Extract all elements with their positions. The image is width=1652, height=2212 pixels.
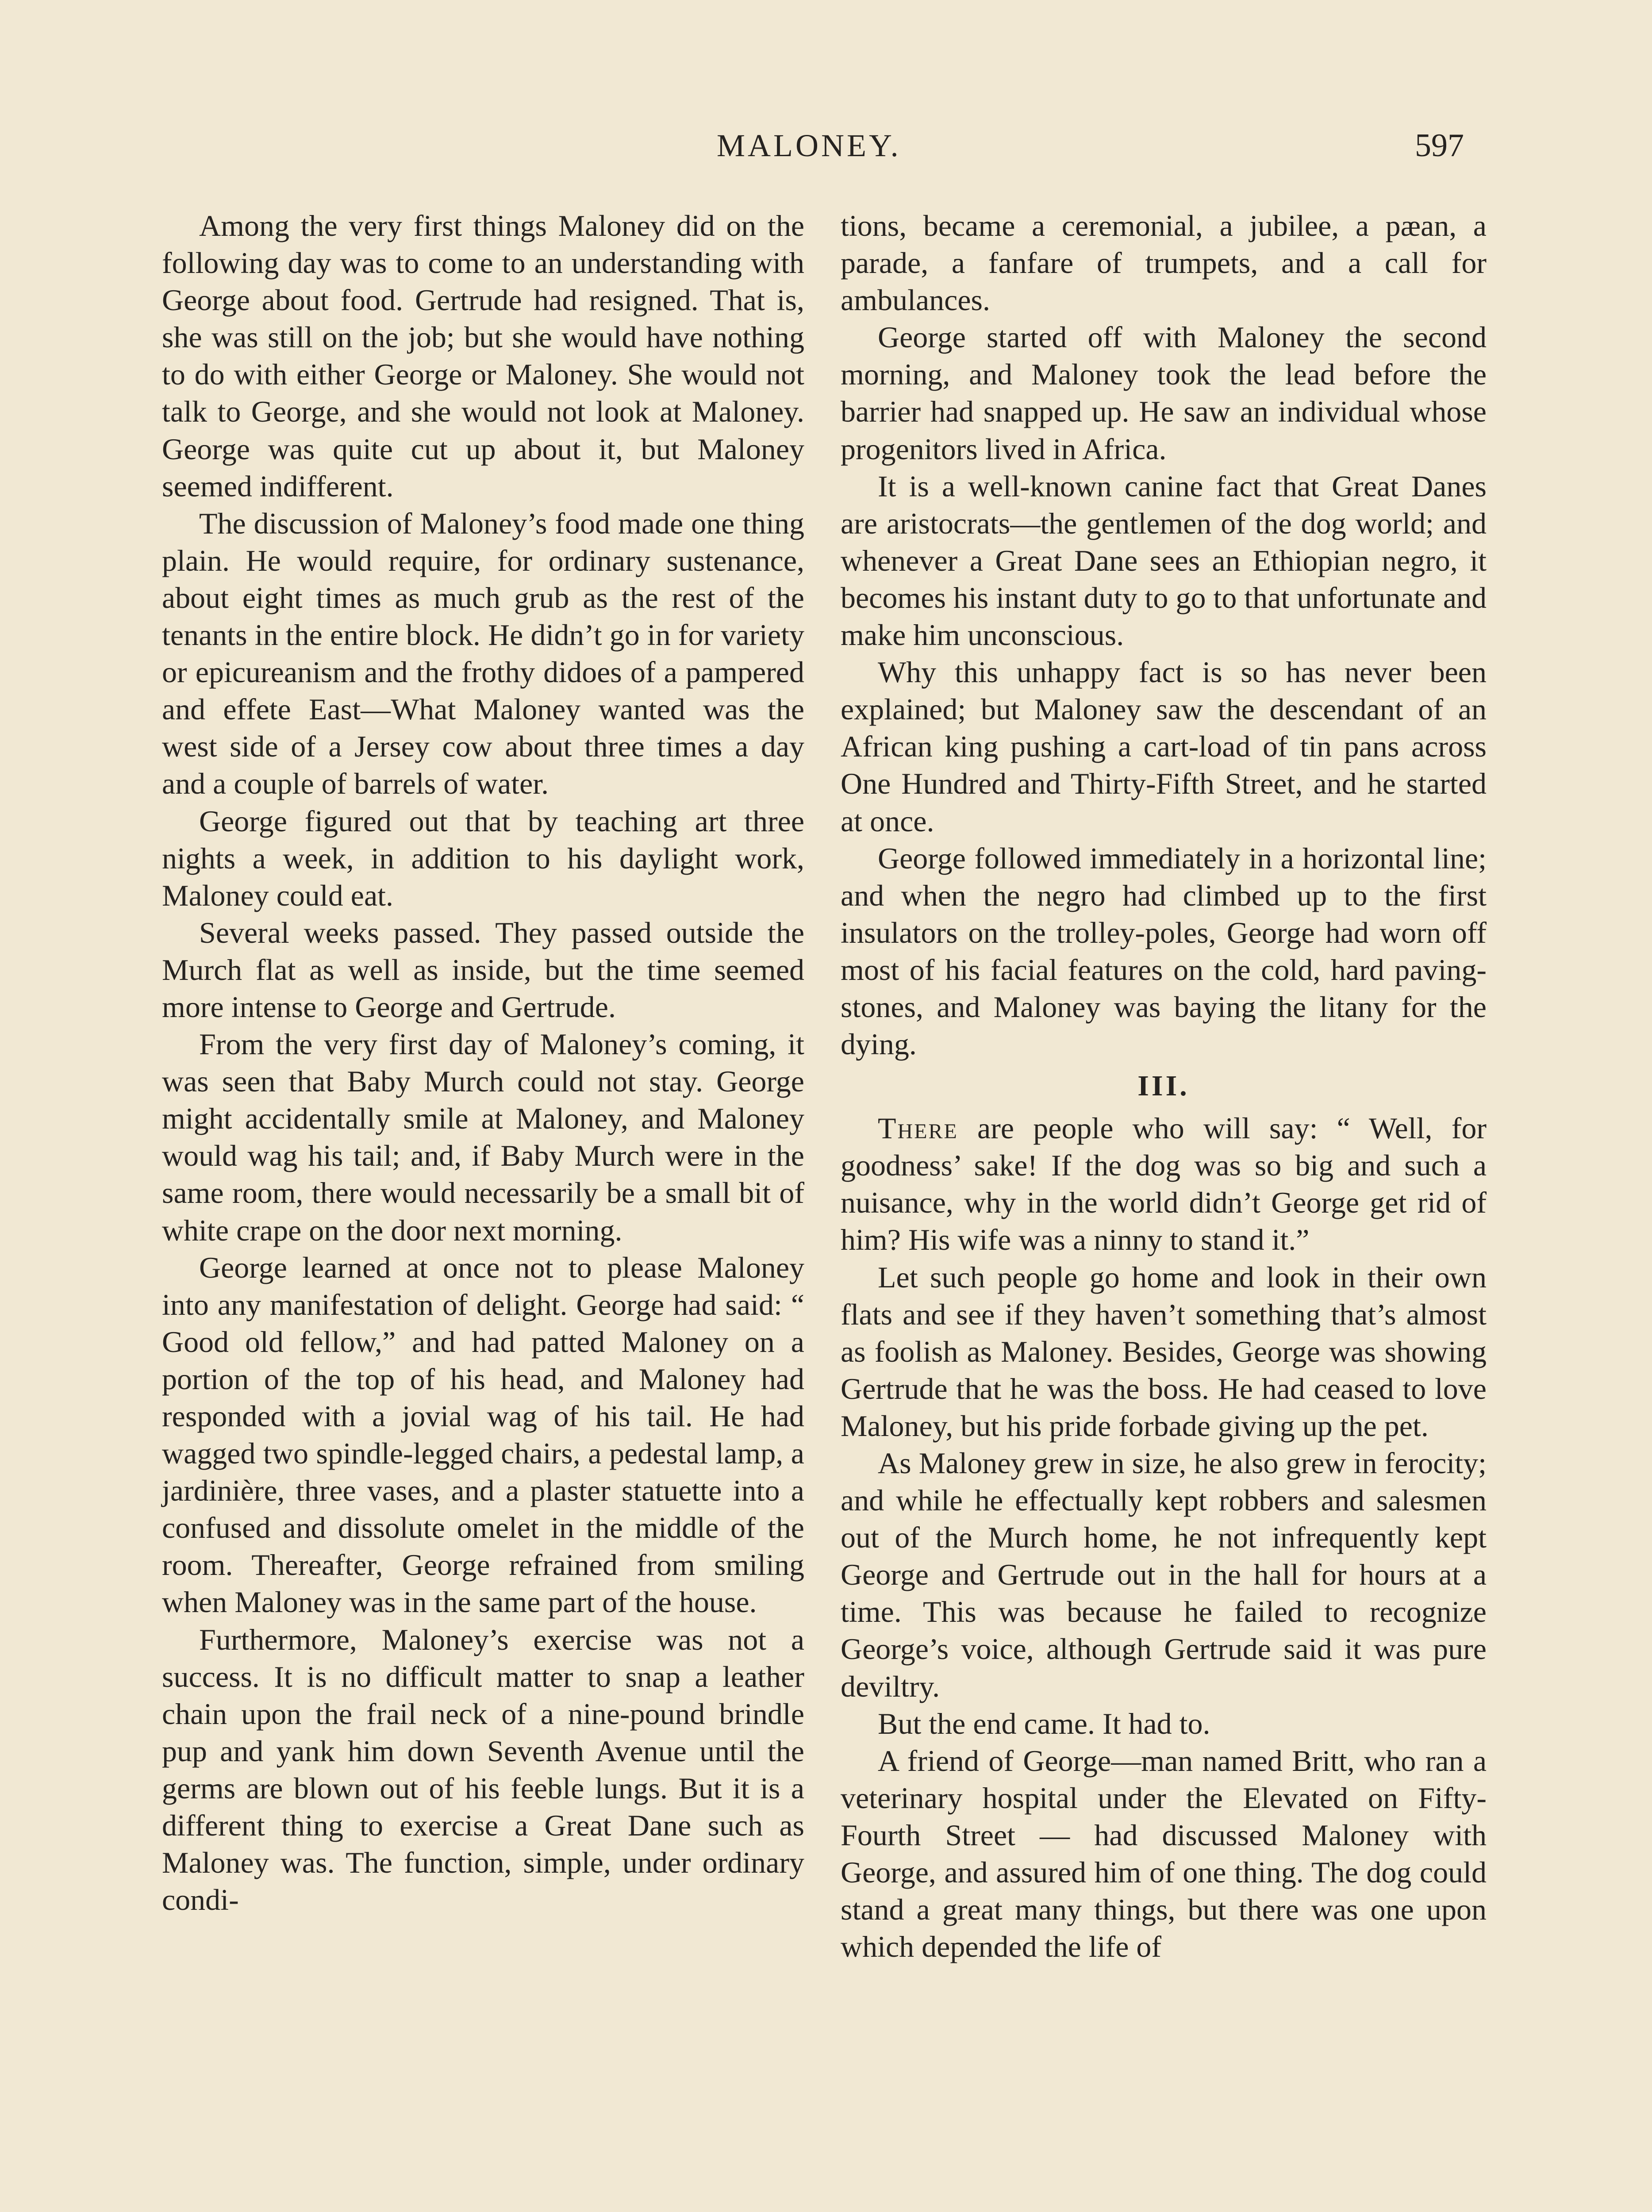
- paragraph: Why this unhappy fact is so has never been explained; but Maloney saw the descendant of an African king pushing a cart-load of tin pans across One Hundred and Thirty-Fifth Street, and he started at once.: [841, 655, 1487, 838]
- paragraph: Let such people go home and look in their own flats and see if they haven’t something that’s almost as foolish as Maloney. Besides, George was showing Gertrude that he was the boss. He had ceased to love Maloney, but his pride forbade giving up the pet.: [841, 1260, 1487, 1443]
- page-number: 597: [1415, 127, 1464, 164]
- paragraph: It is a well-known canine fact that Great Danes are aristocrats—the gentlemen of the dog world; and whenever a Great Dane sees an Ethiopian negro, it becomes his instant duty to go to that unfortunate and make him unconscious.: [841, 469, 1487, 652]
- paragraph: George started off with Maloney the second morning, and Maloney took the lead before the barrier had snapped up. He saw an individual whose progenitors lived in Africa.: [841, 320, 1487, 466]
- paragraph: Several weeks passed. They passed outside the Murch flat as well as inside, but the time seemed more intense to George and Gertrude.: [162, 915, 804, 1024]
- left-column: [162, 207, 804, 1918]
- paragraph: George learned at once not to please Maloney into any manifestation of delight. George had said: “ Good old fellow,” and had patted Maloney on a portion of the top of his head, and Maloney had responded with a jovial wag of his tail. He had wagged two spindle-legged chairs, a pedestal lamp, a jardinière, three vases, and a plaster statuette into a confused and dissolute omelet in the middle of the room. Thereafter, George refrained from smiling when Maloney was in the same part of the house.: [162, 1250, 804, 1619]
- section-heading: III.: [1137, 1070, 1190, 1102]
- section-first-paragraph-text: are people who will say: “ Well, for goodness’ sake! If the dog was so big and such a nuisance, why in the world didn’t George get rid of him? His wife was a ninny to stand it.”: [841, 1111, 1487, 1257]
- paragraph: George figured out that by teaching art three nights a week, in addition to his daylight work, Maloney could eat.: [162, 804, 804, 912]
- paragraph: Among the very first things Maloney did on the following day was to come to an understanding with George about food. Gertrude had resigned. That is, she was still on the job; but she would have nothing to do with either George or Maloney. She would not talk to George, and she would not look at Maloney. George was quite cut up about it, but Maloney seemed indifferent.: [162, 209, 804, 503]
- right-column: [841, 207, 1487, 1965]
- running-title: MALONEY.: [717, 128, 901, 163]
- paragraph: As Maloney grew in size, he also grew in ferocity; and while he effectually kept robbers and salesmen out of the Murch home, he not infrequently kept George and Gertrude out in the hall for hours at a time. This was because he failed to recognize George’s voice, although Gertrude said it was pure deviltry.: [841, 1446, 1487, 1703]
- paragraph: Furthermore, Maloney’s exercise was not a success. It is no difficult matter to snap a leather chain upon the frail neck of a nine-pound brindle pup and yank him down Seventh Avenue until the germs are blown out of his feeble lungs. But it is a different thing to exercise a Great Dane such as Maloney was. The function, simple, under ordinary condi-: [162, 1622, 804, 1917]
- paragraph: But the end came. It had to.: [878, 1706, 1210, 1740]
- paragraph: The discussion of Maloney’s food made one thing plain. He would require, for ordinary sustenance, about eight times as much grub as the rest of the tenants in the entire block. He didn’t go in for variety or epicureanism and the frothy didoes of a pampered and effete East—What Maloney wanted was the west side of a Jersey cow about three times a day and a couple of barrels of water.: [162, 506, 804, 801]
- paragraph: George followed immediately in a horizontal line; and when the negro had climbed up to the first insulators on the trolley-poles, George had worn off most of his facial features on the cold, hard paving-stones, and Maloney was baying the litany for the dying.: [841, 841, 1487, 1061]
- continued-paragraph: tions, became a ceremonial, a jubilee, a pæan, a parade, a fanfare of trumpets, and a call for ambulances.: [841, 209, 1487, 317]
- section-first-paragraph: [841, 1110, 1487, 1258]
- lead-word: There: [878, 1111, 958, 1145]
- paragraph: From the very first day of Maloney’s coming, it was seen that Baby Murch could not stay. George might accidentally smile at Maloney, and Maloney would wag his tail; and, if Baby Murch were in the same room, there would necessarily be a small bit of white crape on the door next morning.: [162, 1027, 804, 1247]
- paragraph: A friend of George—man named Britt, who ran a veterinary hospital under the Elevated on Fifty-Fourth Street — had discussed Maloney with George, and assured him of one thing. The dog could stand a great many things, but there was one upon which depended the life of: [841, 1743, 1487, 1964]
- running-head: [0, 126, 1652, 174]
